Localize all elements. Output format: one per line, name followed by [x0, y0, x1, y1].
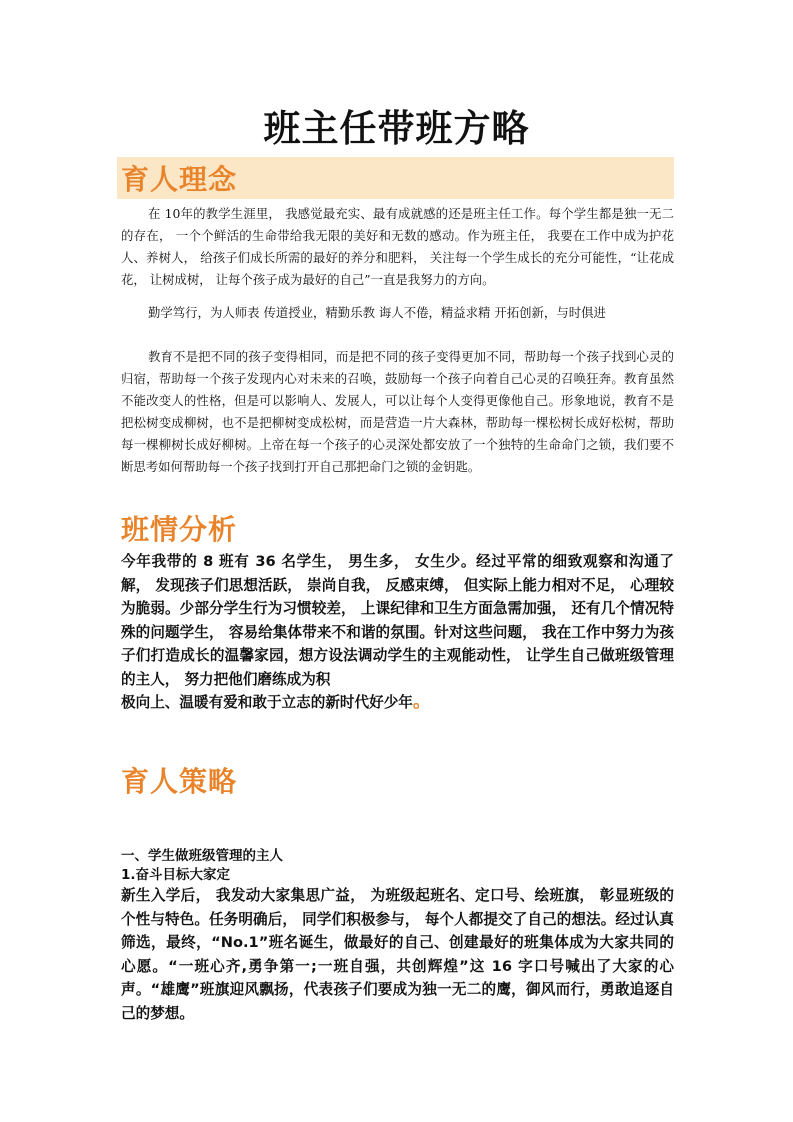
strategy-subheading-2: 1.奋斗目标大家定 — [121, 867, 231, 883]
class-analysis-paragraph: 今年我带的 8 班有 36 名学生， 男生多， 女生少。经过平常的细致观察和沟通了解， 发现孩子们思想活跃， 崇尚自我， 反感束缚， 但实际上能力相对不足， 心理较为脆弱。少部分学生行为习惯较差， 上课纪律和卫生方面急需加强， 还有几个情况特殊的问题学生， 容易给集体带来不和谐的氛围。针对这些问题， 我在工作中努力为孩子们打造成长的温馨家园，想方设法调动学生的主观能动性， 让学生自己做班级管理的主人， 努力把他们磨练成为积 — [121, 553, 674, 688]
period-mark: 。 — [412, 691, 431, 712]
philosophy-motto-line: 勤学笃行，为人师表 传道授业，精勤乐教 诲人不倦，精益求精 开拓创新，与时俱进 — [148, 305, 606, 320]
strategy-paragraph: 新生入学后， 我发动大家集思广益， 为班级起班名、定口号、绘班旗， 彰显班级的个性与特色。任务明确后， 同学们积极参与， 每个人都提交了自己的想法。经过认真筛选，最终，“No.1”班名诞生，做最好的自己、创建最好的班集体成为大家共同的心愿。“一班心齐,勇争第一;一班自强，共创辉煌”这 16 字口号喊出了大家的心声。“雄鹰”班旗迎风飘扬，代表孩子们要成为独一无二的鹰，御风而行，勇敢追逐自己的梦想。 — [121, 887, 674, 1022]
philosophy-paragraph-2: 教育不是把不同的孩子变得相同，而是把不同的孩子变得更加不同，帮助每一个孩子找到心灵的归宿，帮助每一个孩子发现内心对未来的召唤，鼓励每一个孩子向着自己心灵的召唤狂奔。教育虽然不能改变人的性格，但是可以影响人、发展人，可以让每个人变得更像他自己。形象地说，教育不是把松树变成柳树，也不是把柳树变成松树，而是营造一片大森林，帮助每一棵松树长成好松树，帮助每一棵柳树长成好柳树。上帝在每一个孩子的心灵深处都安放了一个独特的生命命门之锁，我们要不断思考如何帮助每一个孩子找到打开自己那把命门之锁的金钥匙。 — [121, 349, 674, 474]
class-analysis-last-line-text: 极向上、温暖有爱和敢于立志的新时代好少年 — [121, 694, 413, 711]
philosophy-paragraph-1: 在 10年的教学生涯里， 我感觉最充实、最有成就感的还是班主任工作。每个学生都是独一无二的存在， 一个个鲜活的生命带给我无限的美好和无数的感动。作为班主任， 我要在工作中成为护花人、养树人， 给孩子们成长所需的最好的养分和肥料， 关注每一个学生成长的充分可能性，“让花成花， 让树成树， 让每个孩子成为最好的自己”一直是我努力的方向。 — [121, 206, 674, 287]
section-heading-education-philosophy: 育人理念 — [121, 163, 238, 196]
section-heading-education-strategy: 育人策略 — [121, 765, 238, 798]
document-title: 班主任带班方略 — [263, 106, 530, 150]
section-heading-class-analysis: 班情分析 — [121, 513, 238, 546]
class-analysis-last-line — [121, 690, 674, 715]
strategy-subheading-1: 一、学生做班级管理的主人 — [121, 848, 283, 864]
